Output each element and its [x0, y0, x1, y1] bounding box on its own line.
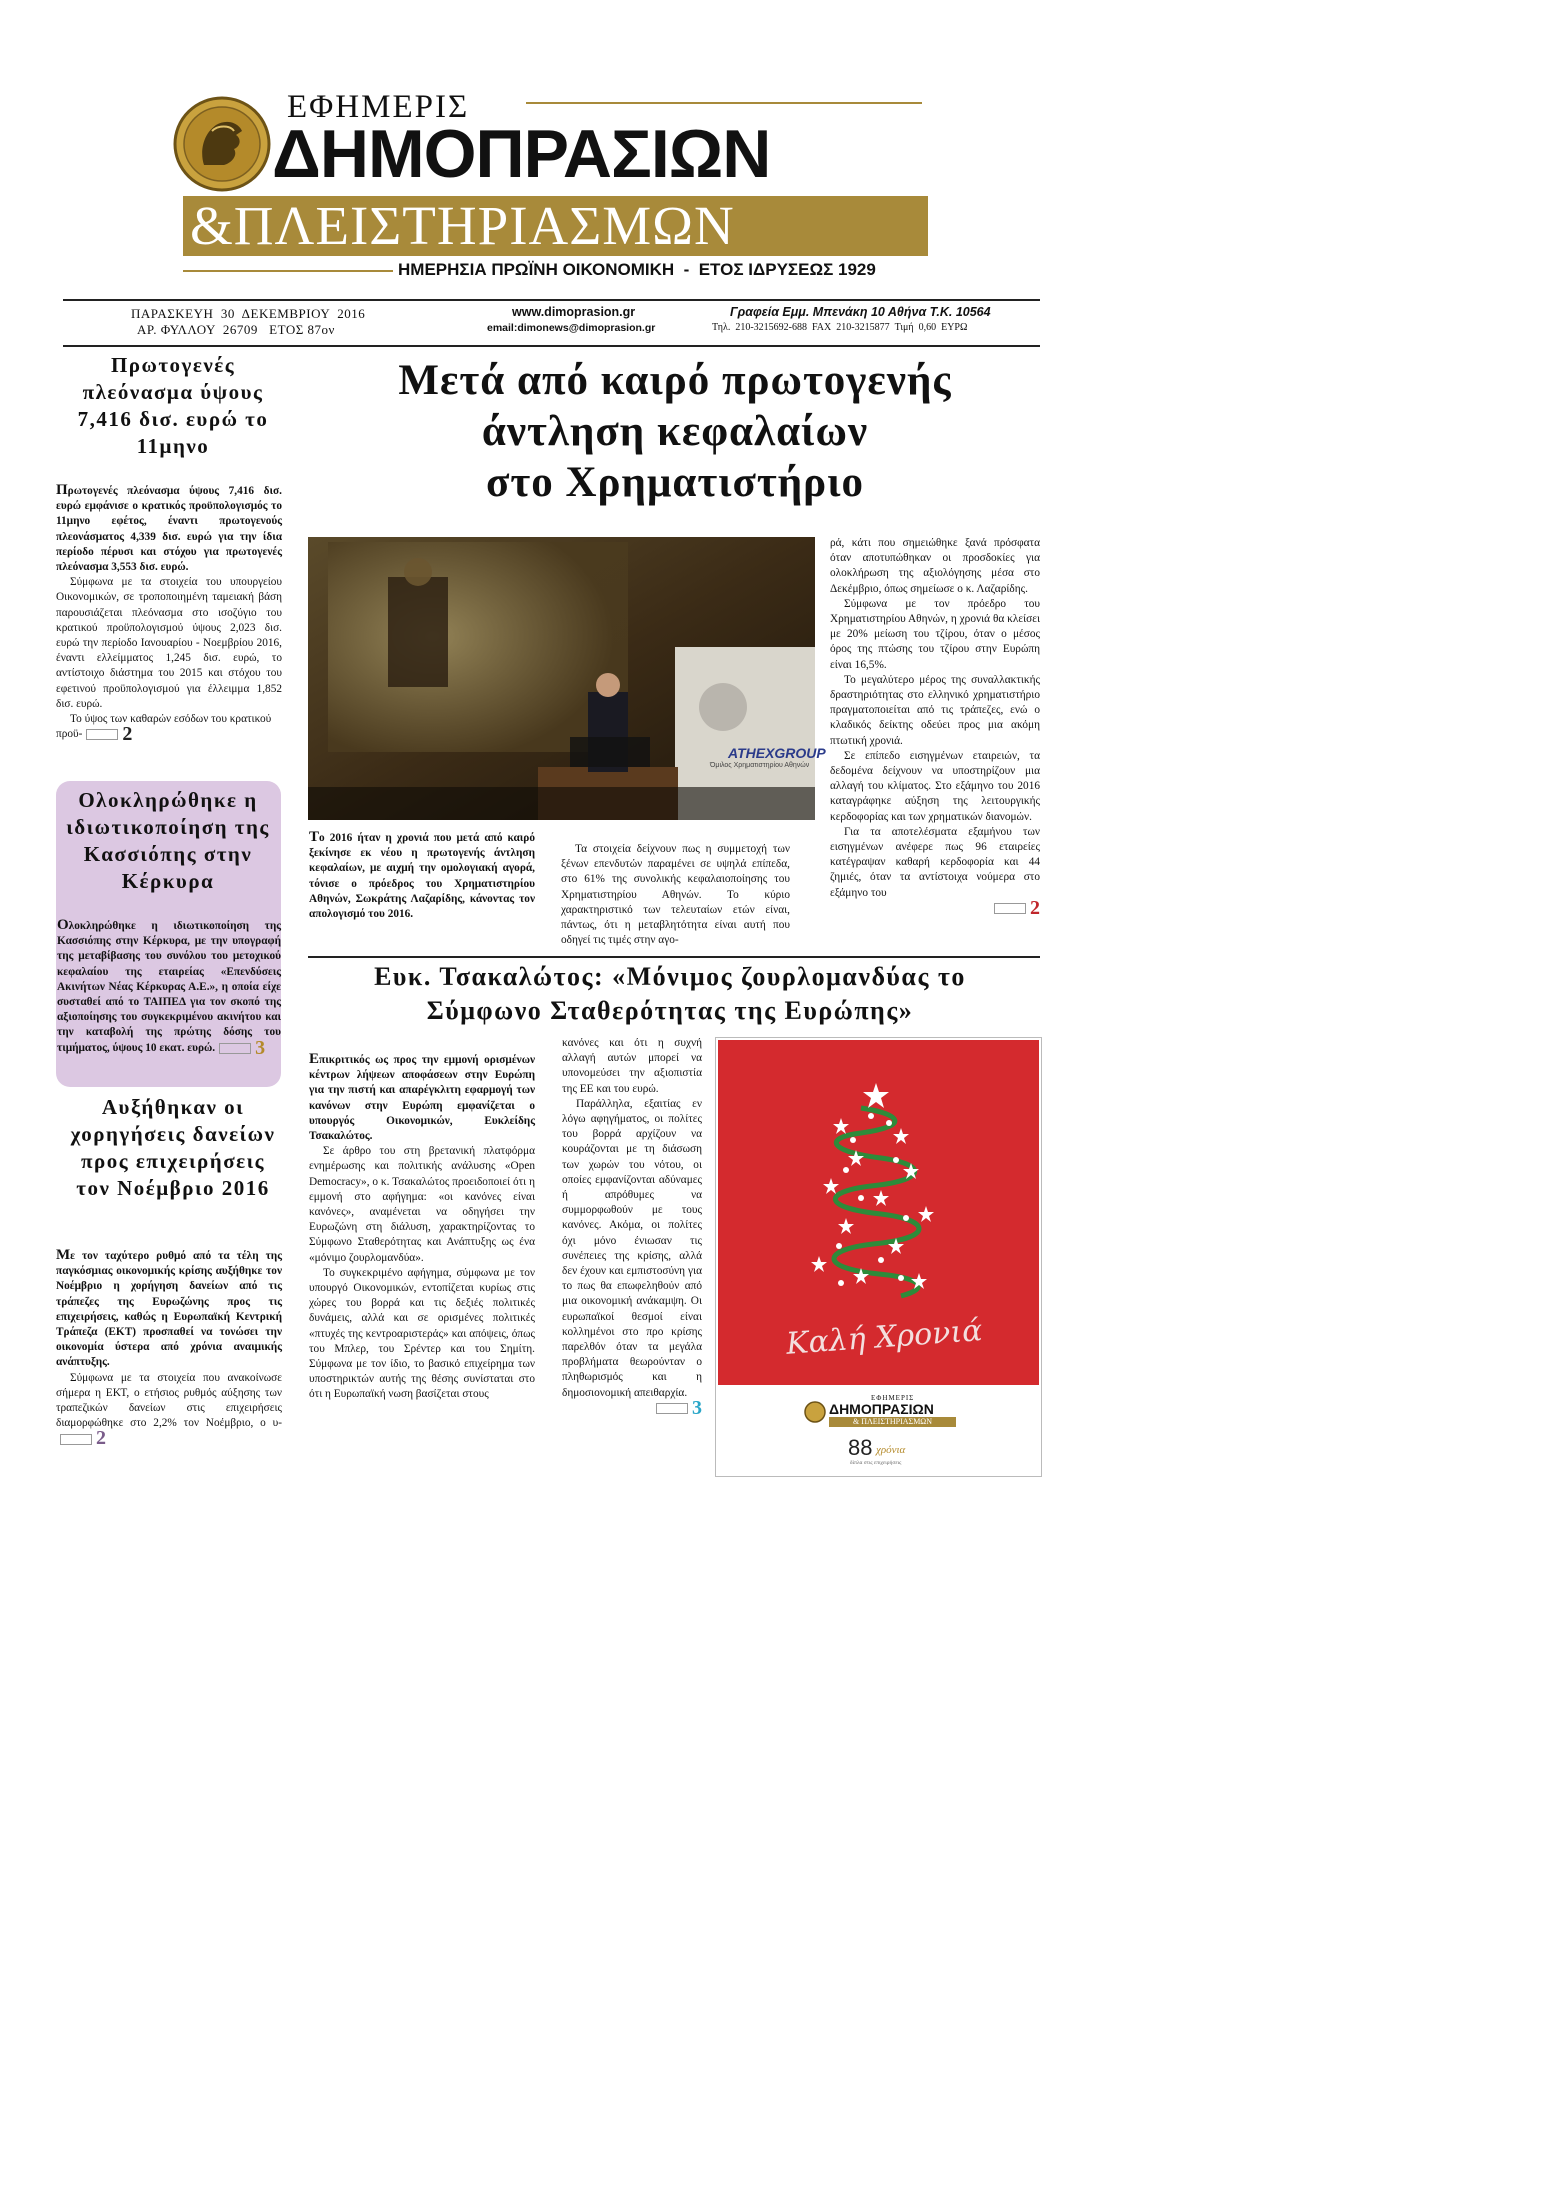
office-address: Γραφεία Εμμ. Μπενάκη 10 Αθήνα Τ.Κ. 10564 — [730, 305, 991, 319]
masthead — [0, 0, 1101, 300]
article2-body — [57, 917, 281, 1059]
press-conference-image — [308, 537, 815, 820]
main-headline-line1: Μετά από καιρό πρωτογενής — [398, 357, 952, 404]
see-page-icon — [219, 1043, 251, 1054]
see-page-icon — [86, 729, 118, 740]
article3-page-ref[interactable]: 2 — [96, 1427, 106, 1450]
main-col2-text: Τα στοιχεία δείχνουν πως η συμμετοχή των ξένων επενδυτών παραμένει σε υψηλά επίπεδα, στο 61% της συνολικής κεφαλαιοποίησης του Χρηματιστηρίου Αθηνών. Το κύριο χαρακτηριστικό των τελευταίων ετών είναι, πάντως, ότι η μεταβλητότητα είναι αυτή που οδηγεί τις τιμές στην αγο- — [561, 843, 790, 947]
main-page-ref[interactable]: 2 — [1030, 896, 1040, 919]
article2-lead: λοκληρώθηκε η ιδιωτικοποίηση της Κασσιόπης στην Κέρκυρα, με την υπογραφή της μεταβίβασης του συνόλου του μετοχικού κεφαλαίου της εταιρείας «Επενδύσεις Ακινήτων Νέας Κέρκυρας Α.Ε.», η οποία είχε συσταθεί από το ΤΑΙΠΕΔ για τον σκοπό της αξιοποίησης του συγκεκριμένου ακινήτου και την καταβολή της πρώτης δόσης του τιμήματος, ύψους 10 εκατ. ευρώ. — [57, 920, 281, 1054]
coin-logo-icon — [172, 95, 272, 193]
article4-headline-line1: Ευκ. Τσακαλώτος: «Μόνιμος ζουρλομανδύας το — [374, 962, 966, 991]
see-page-icon — [656, 1403, 688, 1414]
masthead-line1: ΕΦΗΜΕΡΙΣ — [287, 89, 470, 125]
masthead-line2: ΔΗΜΟΠΡΑΣΙΩΝ — [272, 116, 771, 192]
photo-logo: ATHEXGROUP — [728, 745, 826, 761]
article3-lead: ε τον ταχύτερο ρυθμό από τα τέλη της παγκόσμιας οικονομικής κρίσης αυξήθηκε τον Νοέμβριο η χορήγηση δανείων από τις τράπεζες της Ευρωζώνης προς τις επιχειρήσεις, καθώς η Ευρωπαϊκή Κεντρική Τράπεζα (ΕΚΤ) προσπαθεί να τονώσει την οικονομία ύστερα από χρόνια αναιμικής ανάπτυξης. — [56, 1250, 282, 1369]
article1-p2: Σύμφωνα με τα στοιχεία του υπουργείου Οικονομικών, σε τροποποιημένη ταμειακή βάση παρουσιάζεται πλεόνασμα στο ισοζύγιο του κρατικού προϋπολογισμού ύψους 2,023 δισ. ευρώ την περίοδο Ιανουαρίου - Νοεμβρίου 2016, έναντι ελλείμματος 1,245 δισ. ευρώ, το αντίστοιχο διάστημα του 2015 και στόχου του εφετινού προϋπολογισμού για έλλειμμα 1,852 δισ. ευρώ. — [56, 576, 282, 710]
article4-headline — [300, 960, 1040, 1028]
website-link[interactable]: www.dimoprasion.gr — [512, 305, 636, 319]
article1-body — [56, 482, 282, 746]
article1-page-ref[interactable]: 2 — [122, 723, 133, 746]
main-col1-text: ο 2016 ήταν η χρονιά που μετά από καιρό ξεκίνησε εκ νέου η πρωτογενής άντληση κεφαλαίων, με αιχμή την ομολογιακή αγορά, τόνισε ο πρόεδρος του Χρηματιστηρίου Αθηνών, Σωκράτης Λαζαρίδης, κάνοντας τον απολογισμό του 2016. — [309, 832, 535, 921]
article4-col2-p2: Παράλληλα, εξαιτίας εν λόγω αφηγήματος, οι πολίτες του βορρά αρχίζουν να κουράζονται με τη διάσωση των χωρών του νότου, οι οποίες εμφανίζονται αδύναμες ή απρόθυμες να συμμορφωθούν με τους κανόνες. Ακόμα, οι πολίτες όχι μόνο ένιωσαν τις συνέπειες της κρίσης, αλλά δεν έχουν και εμπιστοσύνη για το πως θα επωφεληθούν από μια οικονομική ανάκαμψη. Οι ευρωπαϊκοί θεσμοί είναι κολλημένοι στο προ κρίσης παρελθόν όταν τα μεγάλα προβλήματα θεωρούνταν ο πληθωρισμός και η δημοσιονομική απειθαρχία. — [562, 1097, 702, 1399]
main-col3-p5: Για τα αποτελέσματα εξαμήνου των εισηγμένων ανέφερε πως 96 εταιρείες κατέγραψαν καθαρή κερδοφορία και 44 ζημιές, όταν τα αντίστοιχα νούμερα στο εξάμηνο του — [830, 825, 1040, 899]
article2-headline: Ολοκληρώθηκε η ιδιωτικοποίηση της Κασσιόπης στην Κέρκυρα — [66, 788, 270, 893]
ad-years-number: 88 — [848, 1435, 873, 1460]
ad-years-sub: δίπλα στις επιχειρήσεις — [850, 1460, 902, 1466]
article4-col2 — [562, 1036, 702, 1419]
article2-page-ref[interactable]: 3 — [255, 1036, 266, 1059]
article4-page-ref[interactable]: 3 — [692, 1396, 702, 1419]
main-dropcap: Τ — [309, 829, 320, 845]
article1-p3: Το ύψος των καθαρών εσόδων του κρατικού προϋ- — [56, 713, 272, 741]
new-year-ad — [715, 1037, 1042, 1477]
article1-dropcap: Π — [56, 482, 68, 498]
photo-logo-sub: Όμιλος Χρηματιστηρίου Αθηνών — [710, 762, 810, 769]
article3-dropcap: Μ — [56, 1247, 71, 1263]
article4-headline-line2: Σύμφωνο Σταθερότητας της Ευρώπης» — [426, 996, 914, 1025]
article3-headline: Αυξήθηκαν οι χορηγήσεις δανείων προς επιχειρήσεις τον Νοέμβριο 2016 — [70, 1095, 276, 1200]
main-col3-p4: Σε επίπεδο εισηγμένων εταιρειών, τα δεδομένα δείχνουν να υποστηρίζουν μια αλλαγή του κλίματος. Στο εξάμηνο του 2016 καταγράφηκε αύξηση της λειτουργικής κερδοφορίας και των χρηματικών διανομών. — [830, 749, 1040, 823]
main-headline-line3: στο Χρηματιστήριο — [486, 459, 864, 506]
main-photo — [308, 537, 826, 820]
main-col3 — [830, 536, 1040, 919]
see-page-icon — [994, 903, 1026, 914]
article3-body — [56, 1247, 282, 1450]
main-col1 — [309, 830, 535, 922]
ad-logo-line1: ΕΦΗΜΕΡΙΣ — [871, 1394, 915, 1402]
email-link[interactable]: email:dimonews@dimoprasion.gr — [487, 322, 656, 334]
article1-lead: ρωτογενές πλεόνασμα ύψους 7,416 δισ. ευρώ εμφάνισε ο κρατικός προϋπολογισμός το 11μηνο εφέτος, έναντι πρωτογενούς πλεονάσματος 4,339 δισ. ευρώ για την ίδια περίοδο πέρυσι και στόχου για πρωτογενές πλεόνασμα 3,553 δισ. ευρώ. — [56, 485, 282, 574]
contacts: Τηλ. 210-3215692-688 FAX 210-3215877 Τιμή 0,60 ΕΥΡΩ — [712, 322, 968, 333]
article4-col2-p1: κανόνες και ότι η συχνή αλλαγή αυτών μπορεί να υπονομεύσει την αξιοπιστία της ΕΕ και του ευρώ. — [562, 1037, 702, 1095]
see-page-icon — [60, 1434, 92, 1445]
article2-dropcap: Ο — [57, 917, 69, 933]
article4-lead: πικριτικός ως προς την εμμονή ορισμένων κέντρων λήψεων αποφάσεων στην Ευρώπη για την πιστή και απαρέγκλιτη εφαρμογή των κανόνων στην Ευρώπη εμφανίζεται ο υπουργός Οικονομικών, Ευκλείδης Τσακαλώτος. — [309, 1054, 535, 1143]
masthead-line3: &ΠΛΕΙΣΤΗΡΙΑΣΜΩΝ — [190, 195, 735, 256]
main-headline-line2: άντληση κεφαλαίων — [481, 408, 869, 455]
ad-coin-icon — [804, 1401, 826, 1423]
main-col2 — [561, 842, 790, 948]
issue-number: ΑΡ. ΦΥΛΛΟΥ 26709 ΕΤΟΣ 87ον — [137, 322, 335, 337]
article3-p2: Σύμφωνα με τα στοιχεία που ανακοίνωσε σήμερα η ΕΚΤ, ο ετήσιος ρυθμός αύξησης των τραπεζικών δανείων στις επιχειρήσεις διαμορφώθηκε στο 2,2% τον Νοέμβριο, ο υ- — [56, 1371, 282, 1430]
article4-dropcap: Ε — [309, 1051, 320, 1067]
main-col3-p3: Το μεγαλύτερο μέρος της συναλλακτικής δραστηριότητας στο ελληνικό χρηματιστήριο πραγματοποιείται από τις τράπεζες, ενώ ο κλαδικός δείκτης οδεύει προς μια ακόμη πτωτική χρονιά. — [830, 673, 1040, 747]
ad-years-word: χρόνια — [876, 1444, 906, 1456]
article1-headline: Πρωτογενές πλεόνασμα ύψους 7,416 δισ. ευρώ το 11μηνο — [77, 353, 269, 458]
ad-logo-line3: & ΠΛΕΙΣΤΗΡΙΑΣΜΩΝ — [829, 1417, 956, 1427]
ad-logo-line2: ΔΗΜΟΠΡΑΣΙΩΝ — [829, 1401, 934, 1417]
main-headline — [300, 355, 1050, 508]
article4-col1 — [309, 1052, 535, 1403]
ad-greeting: Καλή Χρονιά — [785, 1313, 984, 1362]
christmas-tree-icon — [801, 1078, 951, 1308]
article4-p3: Το συγκεκριμένο αφήγημα, σύμφωνα με τον υπουργό Οικονομικών, εντοπίζεται κυρίως στις χώρες του βορρά και τις δεξιές πολιτικές δυνάμεις, αλλά και σε ορισμένες πολιτικές «πτυχές της κεντροαριστεράς» και απόψεις, όπως του Μπλερ, του Σρέντερ και του Σημίτη. Σύμφωνα με τον ίδιο, το βασικό επιχείρημα των υποστηρικτών αυτής της θέσης συνίσταται στο ότι η Ευρωπαϊκή νωση βασίζεται στους — [309, 1266, 535, 1401]
article4-p2: Σε άρθρο του στη βρετανική πλατφόρμα ενημέρωσης και πολιτικής ανάλυσης «Open Democracy», ο κ. Τσακαλώτος προειδοποιεί ότι η εμμονή στο αφήγημα: «οι κανόνες είναι κανόνες», αναμένεται να οδηγήσει την Ευρωζώνη στη διάλυση, χαρακτηρίζοντας το Σύμφωνο Σταθερότητας και Ανάπτυξης ως ένα «μόνιμο ζουρλομανδύα». — [309, 1145, 535, 1264]
issue-date: ΠΑΡΑΣΚΕΥΗ 30 ΔΕΚΕΜΒΡΙΟΥ 2016 — [131, 306, 366, 321]
main-col3-p1: ρά, κάτι που σημειώθηκε ξανά πρόσφατα όταν αποτυπώθηκαν οι προσδοκίες για ολοκλήρωση της αξιολόγησης μέσα στο Δεκέμβριο, όπως σημείωσε ο κ. Λαζαρίδης. — [830, 537, 1040, 595]
main-col3-p2: Σύμφωνα με τον πρόεδρο του Χρηματιστηρίου Αθηνών, η χρονιά θα κλείσει με 20% μείωση του τζίρου, όταν ο μέσος όρος της πτώσης του τζίρου στην Ευρώπη είναι 16,5%. — [830, 597, 1040, 671]
masthead-tagline: ΗΜΕΡΗΣΙΑ ΠΡΩΪΝΗ ΟΙΚΟΝΟΜΙΚΗ - ΕΤΟΣ ΙΔΡΥΣΕΩΣ 1929 — [398, 260, 876, 279]
